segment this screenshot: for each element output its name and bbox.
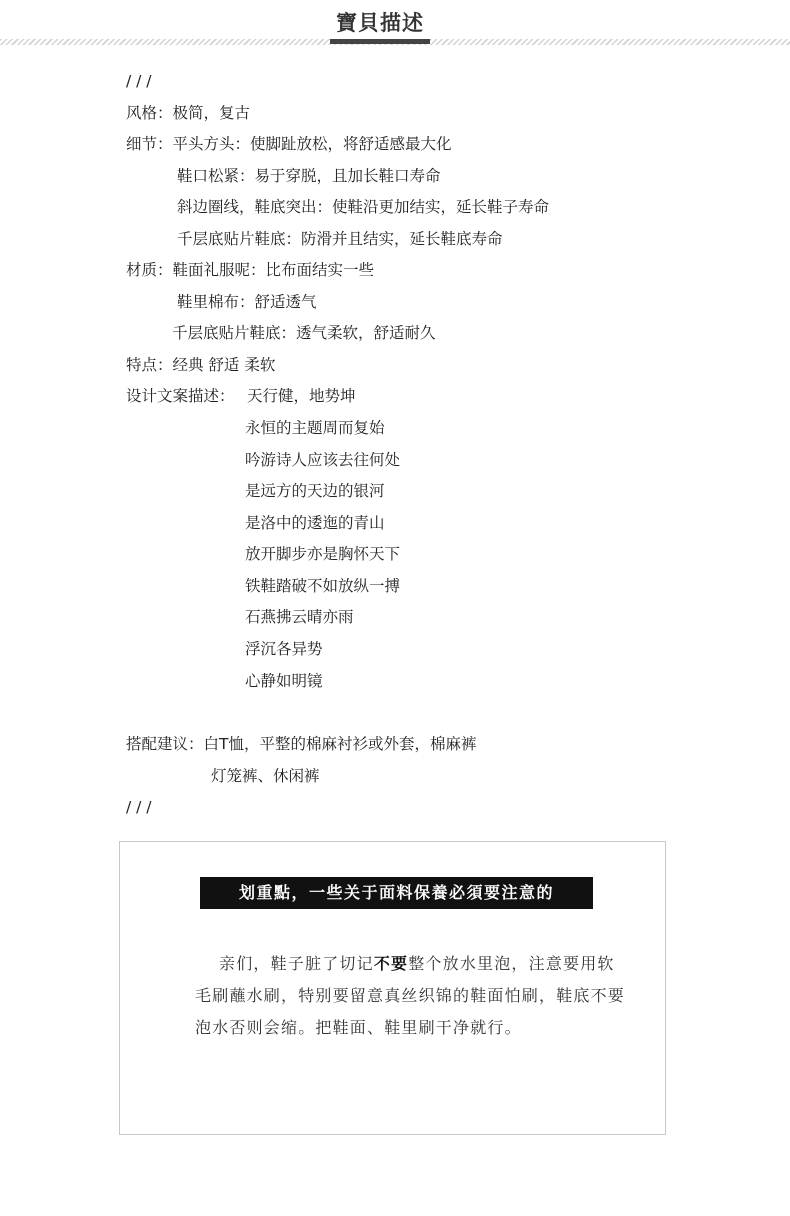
copy-line: 是远方的天边的银河: [245, 482, 385, 500]
copy-line: 吟游诗人应该去往何处: [245, 451, 401, 469]
detail-line: 斜边圈线，鞋底突出：使鞋沿更加结实，延长鞋子寿命: [177, 198, 550, 216]
copy-line: 是洛中的逶迤的青山: [245, 514, 385, 532]
copy-line: 铁鞋踏破不如放纵一搏: [245, 577, 401, 595]
copy-line: 浮沉各异势: [245, 640, 323, 658]
copy-label: 设计文案描述：: [126, 387, 235, 405]
detail-line: 千层底贴片鞋底：防滑并且结实，延长鞋底寿命: [177, 230, 503, 248]
features-line: 特点：经典 舒适 柔软: [126, 356, 276, 374]
care-text-suffix: 整个放水里泡，注意要用软毛刷蘸水刷，特别要留意真丝织锦的鞋面怕刷，鞋底不要泡水否则会缩。把鞋面、鞋里刷干净就行。: [195, 954, 626, 1037]
copy-line: 永恒的主题周而复始: [245, 419, 385, 437]
material-line: 鞋里棉布：舒适透气: [177, 293, 317, 311]
care-notice-text: [195, 948, 625, 1044]
section-header: [0, 0, 790, 48]
care-text-prefix: 亲们，鞋子脏了切记: [219, 954, 374, 973]
care-text-emphasis: 不要: [373, 954, 409, 973]
separator-bottom: / / /: [126, 798, 152, 816]
care-notice-banner: 划重點，一些关于面料保養必須要注意的: [200, 877, 593, 909]
copy-line: 心静如明镜: [245, 672, 323, 690]
title-underline: [330, 39, 430, 44]
detail-line: 鞋口松紧：易于穿脱，且加长鞋口寿命: [177, 167, 441, 185]
material-line: 千层底贴片鞋底：透气柔软，舒适耐久: [172, 324, 436, 342]
detail-line: 细节：平头方头：使脚趾放松，将舒适感最大化: [126, 135, 452, 153]
style-line: 风格：极简，复古: [126, 104, 251, 122]
section-title: 寶貝描述: [330, 6, 430, 42]
care-notice-box: [119, 841, 666, 1135]
match-line: 灯笼裤、休闲裤: [211, 767, 320, 785]
copy-line: 放开脚步亦是胸怀天下: [245, 545, 401, 563]
copy-line: 石燕拂云晴亦雨: [245, 608, 354, 626]
match-line: 搭配建议：白T恤，平整的棉麻衬衫或外套，棉麻裤: [126, 735, 477, 753]
copy-line: 天行健，地势坤: [247, 387, 356, 405]
separator-top: / / /: [126, 72, 152, 90]
material-line: 材质：鞋面礼服呢：比布面结实一些: [126, 261, 375, 279]
